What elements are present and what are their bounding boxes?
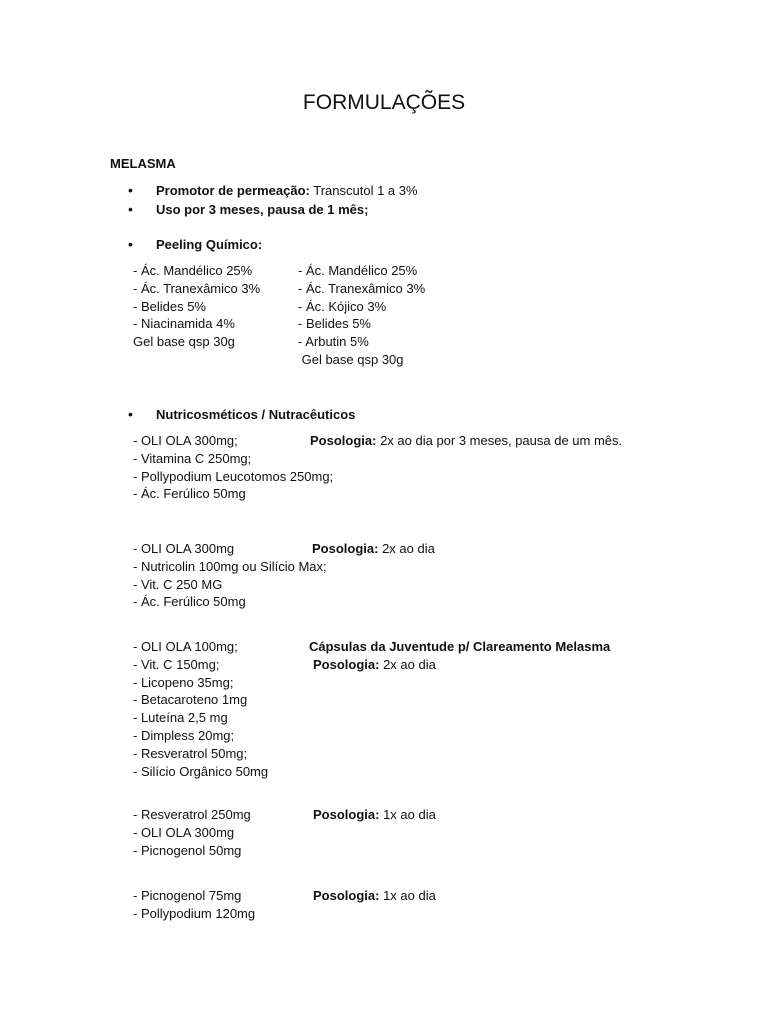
bullet-label: Promotor de permeação: bbox=[156, 183, 310, 198]
formula-item: - Vit. C 250 MG bbox=[133, 576, 223, 592]
formula-4-items bbox=[133, 806, 251, 859]
formula-item: - Betacaroteno 1mg bbox=[133, 692, 248, 708]
formula-item: - Ác. Ferúlico 50mg bbox=[133, 594, 246, 610]
formula-5-posologia bbox=[313, 887, 436, 904]
formula-4-posologia bbox=[313, 806, 436, 823]
peeling-right-item: Gel base qsp 30g bbox=[298, 351, 404, 367]
posologia-label: Posologia: bbox=[313, 807, 380, 822]
formula-item: - Dimpless 20mg; bbox=[133, 727, 235, 743]
formula-item: - Pollypodium Leucotomos 250mg; bbox=[133, 468, 334, 484]
formula-item: - Nutricolin 100mg ou Silício Max; bbox=[133, 558, 327, 574]
bullet-item-permeacao bbox=[156, 182, 418, 199]
formula-1-posologia bbox=[310, 432, 622, 449]
peeling-left-column bbox=[133, 262, 260, 351]
formula-item: - Silício Orgânico 50mg bbox=[133, 763, 269, 779]
posologia-text: 2x ao dia bbox=[379, 657, 436, 672]
nutri-heading: Nutricosméticos / Nutracêuticos bbox=[156, 407, 356, 422]
posologia-text: 1x ao dia bbox=[379, 888, 436, 903]
bullet-icon: • bbox=[128, 236, 133, 252]
peeling-left-item: - Ác. Mandélico 25% bbox=[133, 263, 253, 278]
formula-item: - OLI OLA 300mg bbox=[133, 824, 235, 840]
formula-item: - Picnogenol 75mg bbox=[133, 888, 242, 903]
bullet-icon: • bbox=[128, 406, 133, 422]
formula-5-items bbox=[133, 887, 255, 923]
peeling-right-item: - Belides 5% bbox=[298, 316, 371, 332]
formula-2-posologia bbox=[312, 540, 435, 557]
section-heading: MELASMA bbox=[110, 156, 176, 171]
formula-item: - Licopeno 35mg; bbox=[133, 674, 234, 690]
bullet-icon: • bbox=[128, 201, 133, 217]
formula-item: - Pollypodium 120mg bbox=[133, 905, 256, 921]
formula-3-posologia bbox=[313, 656, 436, 673]
peeling-right-item: - Ác. Kójico 3% bbox=[298, 298, 387, 314]
bullet-icon: • bbox=[128, 182, 133, 198]
page-title: FORMULAÇÕES bbox=[302, 91, 466, 114]
formula-item: - OLI OLA 300mg bbox=[133, 541, 235, 556]
posologia-label: Posologia: bbox=[313, 657, 380, 672]
formula-item: - OLI OLA 100mg; bbox=[133, 639, 238, 654]
formula-item: - Ác. Ferúlico 50mg bbox=[133, 486, 246, 502]
posologia-text: 2x ao dia bbox=[378, 541, 435, 556]
peeling-left-item: - Belides 5% bbox=[133, 298, 206, 314]
posologia-text: 1x ao dia bbox=[379, 807, 436, 822]
formula-item: - Picnogenol 50mg bbox=[133, 842, 242, 858]
formula-3-subtitle: Cápsulas da Juventude p/ Clareamento Melasma bbox=[309, 639, 611, 654]
peeling-right-item: - Ác. Mandélico 25% bbox=[298, 263, 418, 278]
formula-1-items bbox=[133, 432, 333, 503]
formula-item: - Vit. C 150mg; bbox=[133, 656, 220, 672]
bullet-text: Transcutol 1 a 3% bbox=[309, 183, 418, 198]
posologia-text: 2x ao dia por 3 meses, pausa de um mês. bbox=[376, 433, 623, 448]
bullet-item-peeling: Peeling Químico: bbox=[156, 237, 263, 252]
peeling-left-item: - Ác. Tranexâmico 3% bbox=[133, 280, 261, 296]
formula-item: - Luteína 2,5 mg bbox=[133, 710, 228, 726]
posologia-label: Posologia: bbox=[312, 541, 379, 556]
formula-2-items bbox=[133, 540, 327, 611]
formula-item: - Resveratrol 50mg; bbox=[133, 745, 248, 761]
peeling-left-item: - Niacinamida 4% bbox=[133, 316, 235, 332]
bullet-item-uso: Uso por 3 meses, pausa de 1 mês; bbox=[156, 202, 369, 217]
peeling-right-column bbox=[298, 262, 425, 369]
formula-item: - OLI OLA 300mg; bbox=[133, 433, 238, 448]
posologia-label: Posologia: bbox=[313, 888, 380, 903]
posologia-label: Posologia: bbox=[310, 433, 377, 448]
peeling-right-item: - Ác. Tranexâmico 3% bbox=[298, 280, 426, 296]
peeling-left-item: Gel base qsp 30g bbox=[133, 334, 235, 350]
formula-item: - Resveratrol 250mg bbox=[133, 807, 251, 822]
peeling-right-item: - Arbutin 5% bbox=[298, 334, 369, 350]
formula-3-items bbox=[133, 638, 268, 780]
formula-item: - Vitamina C 250mg; bbox=[133, 450, 252, 466]
